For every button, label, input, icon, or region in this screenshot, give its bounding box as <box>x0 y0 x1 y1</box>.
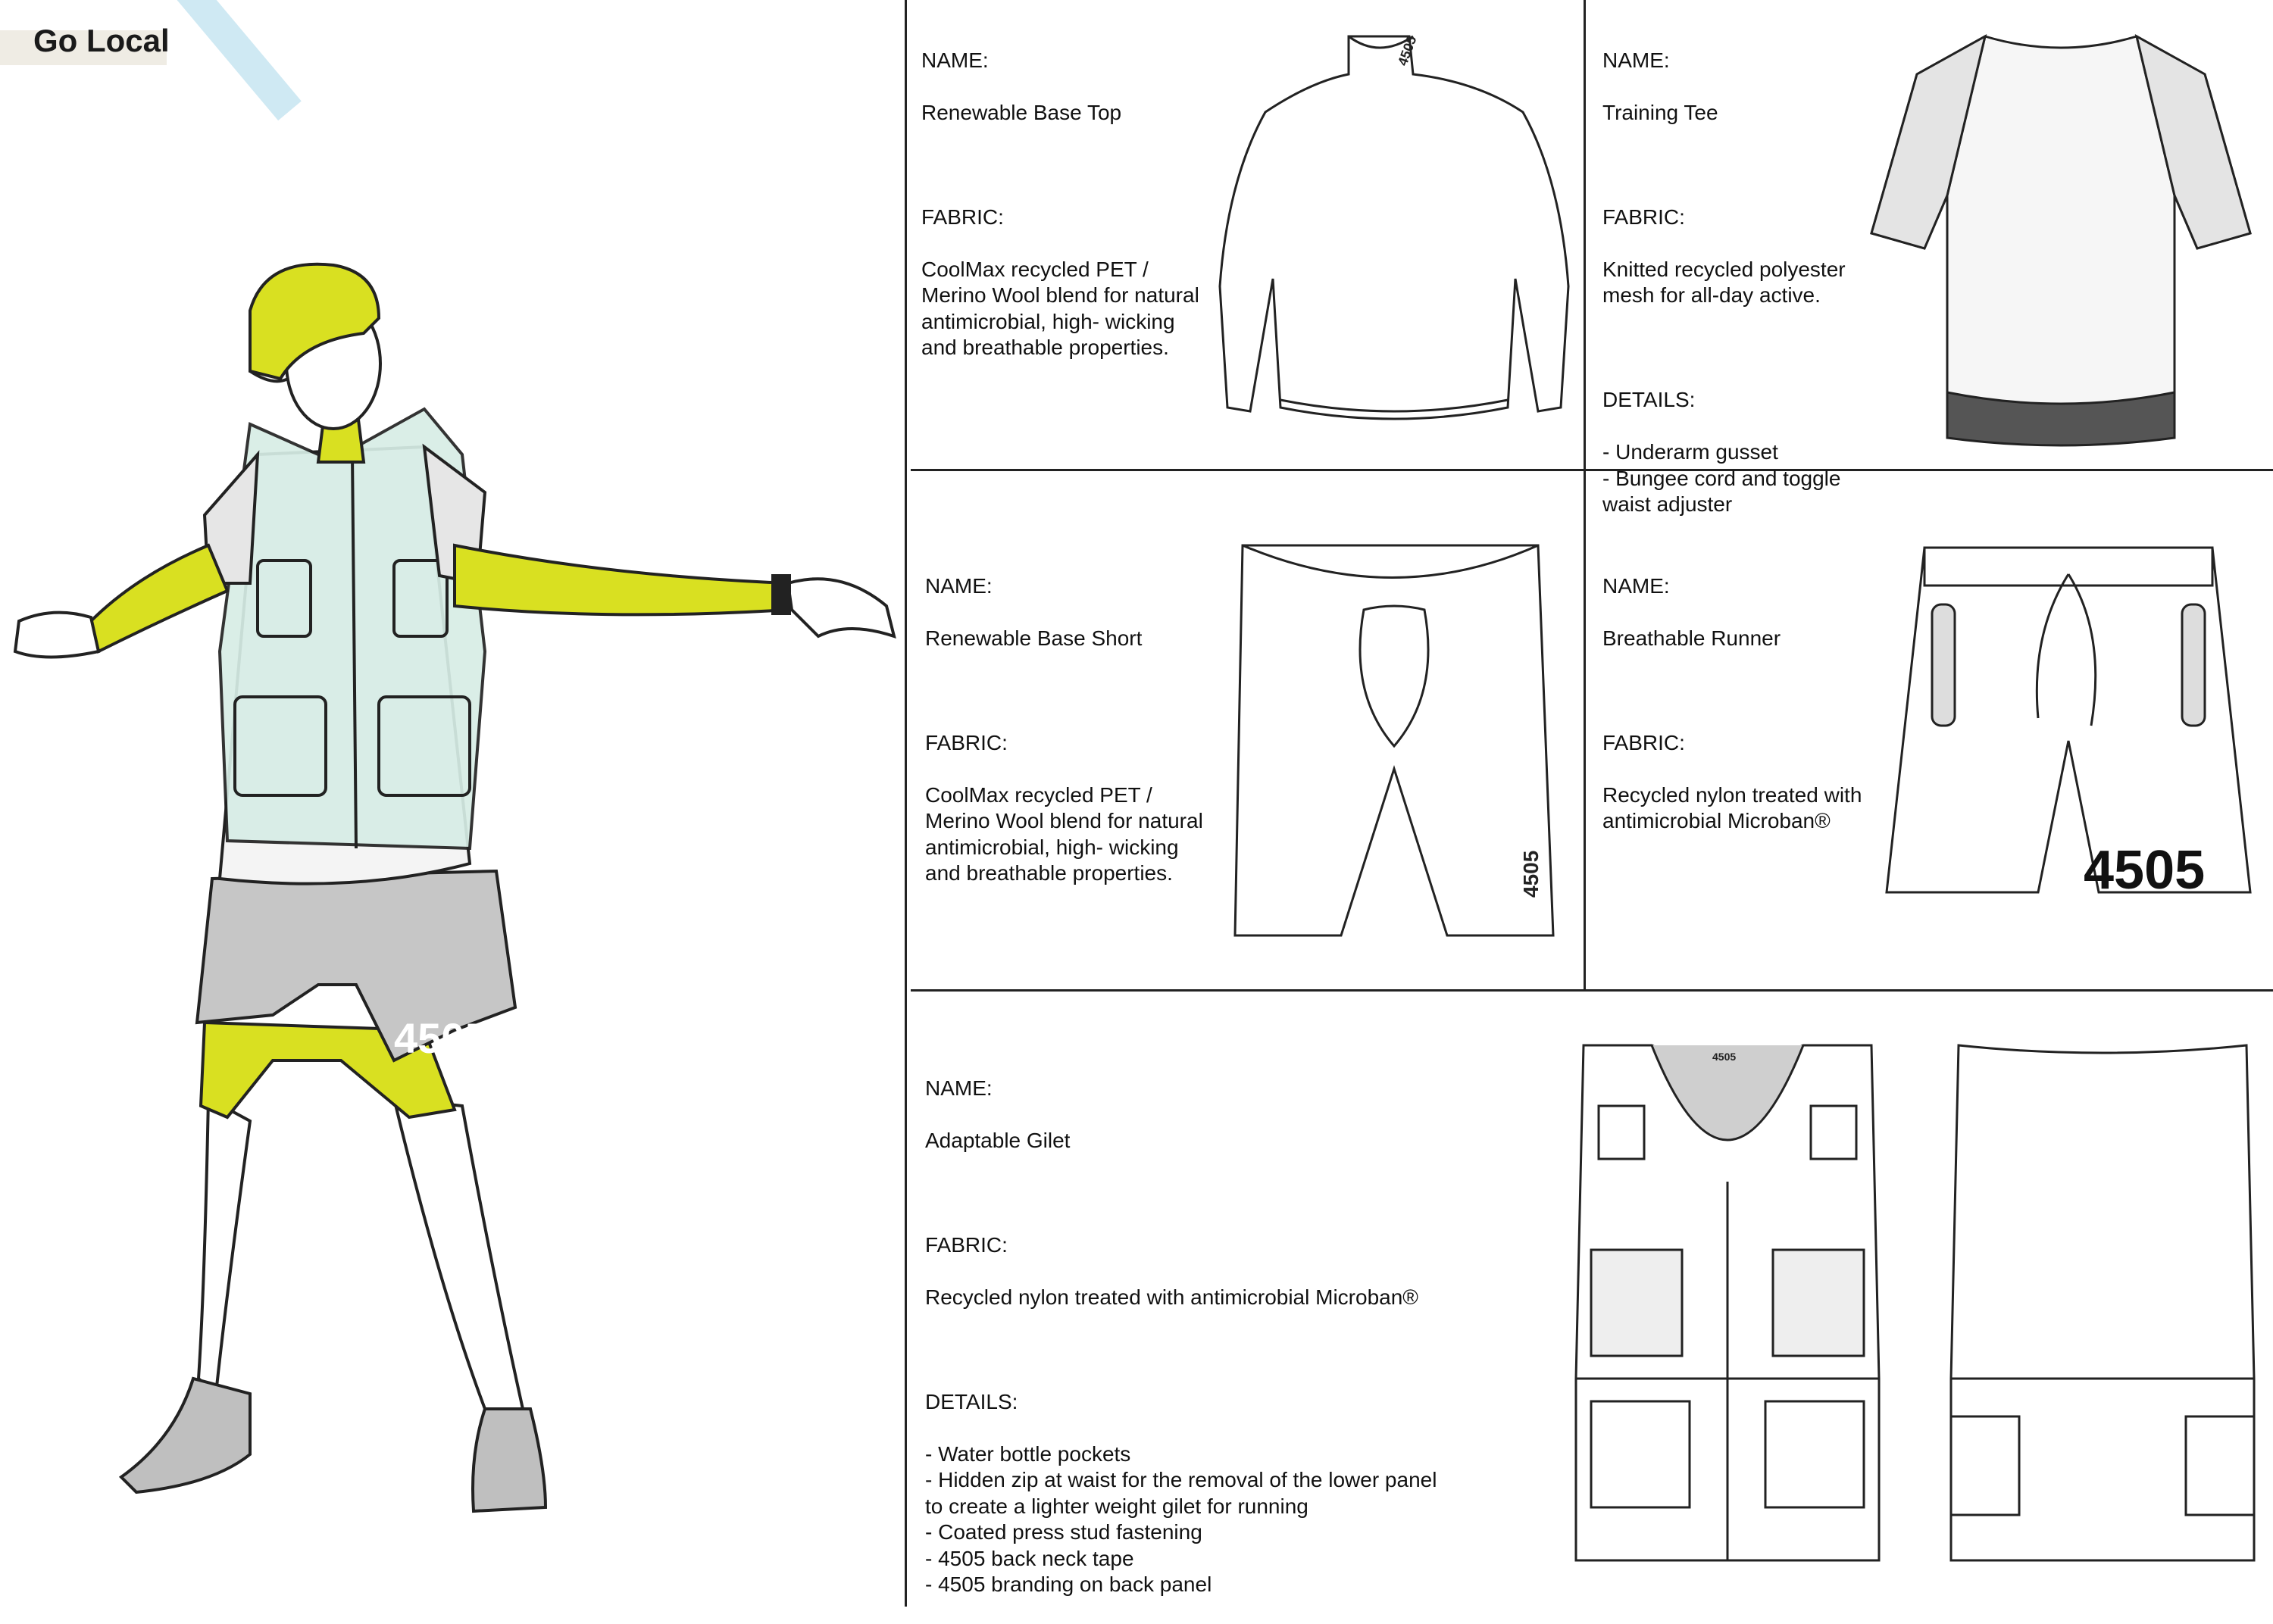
fabric-text: Recycled nylon treated with antimicrobial Microban® <box>1602 782 1862 832</box>
fabric-text: CoolMax recycled PET / Merino Wool blend for natural antimicrobial, high- wicking and breathable properties. <box>925 782 1203 885</box>
raglan-tee-flat-sketch <box>1871 29 2250 453</box>
sketch-logo-text: 4505 <box>1712 1051 1737 1063</box>
sketch-logo-text: 4505 <box>1519 850 1543 898</box>
details-text: - Underarm gusset - Bungee cord and toggle waist adjuster <box>1602 440 1841 516</box>
details-text: - Water bottle pockets - Hidden zip at waist for the removal of the lower panel to create a lighter weight gilet for running - Coated press stud fastening - 4505 back neck tape - 4505 branding on back panel <box>925 1441 1437 1596</box>
horizontal-divider-1 <box>911 469 2273 471</box>
product-name: Training Tee <box>1602 100 1718 124</box>
fabric-label: FABRIC: <box>925 1232 1008 1257</box>
product-name: Renewable Base Short <box>925 626 1143 650</box>
fabric-label: FABRIC: <box>1602 205 1685 229</box>
fabric-text: Recycled nylon treated with antimicrobial Microban® <box>925 1285 1418 1309</box>
fabric-text: CoolMax recycled PET / Merino Wool blend for natural antimicrobial, high- wicking and breathable properties. <box>921 257 1199 359</box>
page-title: Go Local <box>33 23 170 58</box>
name-label: NAME: <box>921 48 989 72</box>
spec-renewable-base-short <box>925 547 1228 913</box>
product-name: Adaptable Gilet <box>925 1128 1071 1152</box>
long-sleeve-top-flat-sketch <box>1205 29 1584 445</box>
running-short-flat-sketch <box>1879 544 2258 900</box>
product-name: Renewable Base Top <box>921 100 1122 124</box>
product-name: Breathable Runner <box>1602 626 1781 650</box>
vertical-divider-right <box>1584 0 1586 989</box>
sketch-logo-text: 4505 <box>2084 840 2206 901</box>
details-label: DETAILS: <box>1602 388 1696 411</box>
figure-logo-text: 4505 <box>394 1014 489 1062</box>
horizontal-divider-2 <box>911 989 2273 992</box>
sketch-logo-text: 4505 <box>1394 33 1420 68</box>
spec-adaptable-gilet <box>925 1049 1501 1624</box>
fabric-label: FABRIC: <box>1602 730 1685 754</box>
decorative-stripe <box>152 0 302 120</box>
spec-breathable-runner <box>1602 547 1906 860</box>
spec-renewable-base-top <box>921 21 1224 387</box>
name-label: NAME: <box>1602 48 1670 72</box>
name-label: NAME: <box>925 573 993 598</box>
details-label: DETAILS: <box>925 1389 1018 1413</box>
gilet-back-flat-sketch <box>1936 1038 2269 1568</box>
spec-training-tee <box>1602 21 1906 544</box>
name-label: NAME: <box>1602 573 1670 598</box>
fabric-text: Knitted recycled polyester mesh for all-day active. <box>1602 257 1846 307</box>
fabric-label: FABRIC: <box>925 730 1008 754</box>
vertical-divider-main <box>905 0 907 1607</box>
base-short-flat-sketch <box>1220 542 1568 943</box>
fabric-label: FABRIC: <box>921 205 1004 229</box>
fashion-illustration-figure <box>0 227 905 1530</box>
name-label: NAME: <box>925 1076 993 1100</box>
gilet-front-flat-sketch <box>1561 1038 1894 1568</box>
